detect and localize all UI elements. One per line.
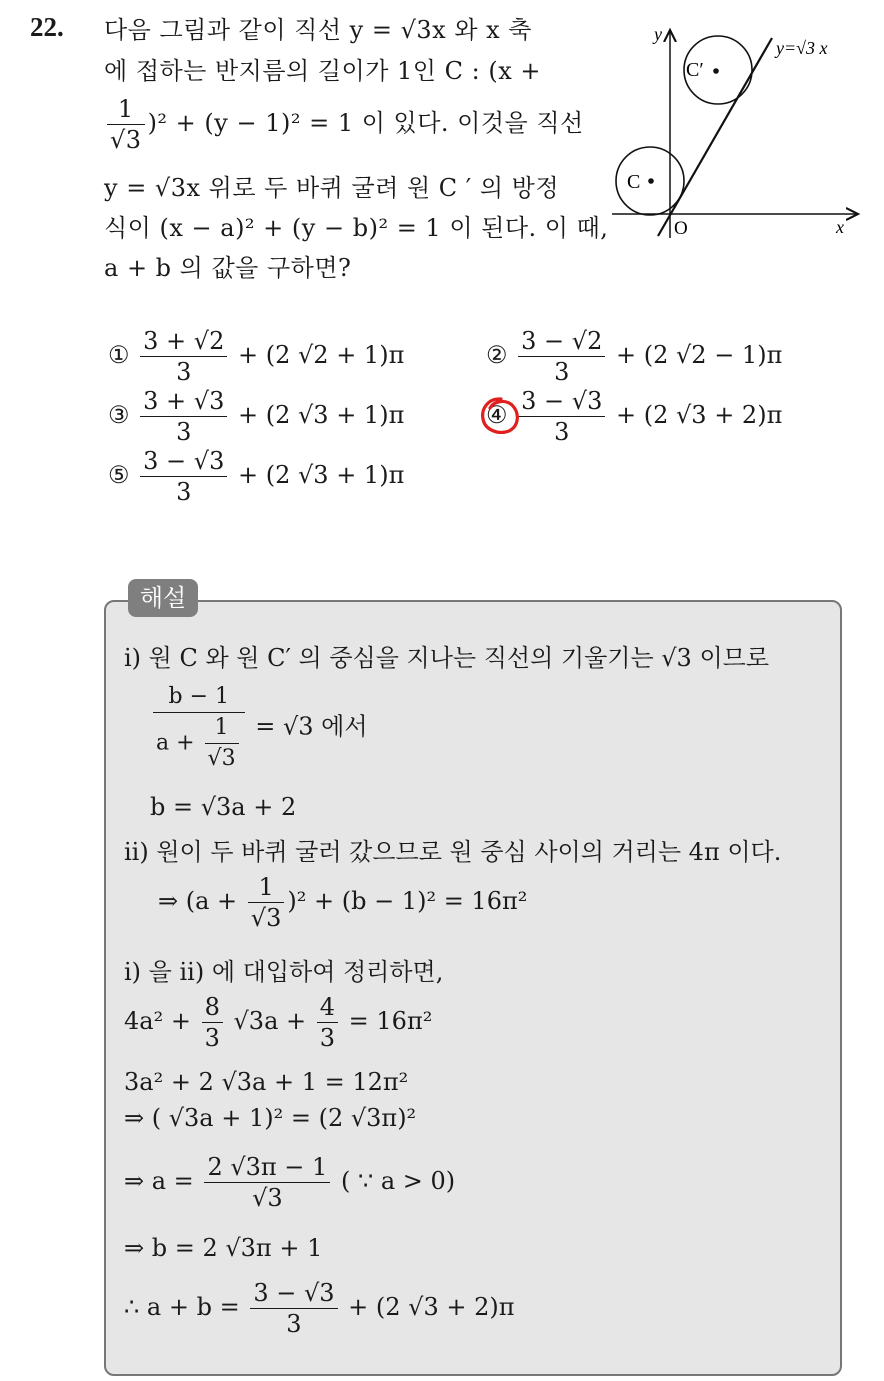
solution-line-12	[124, 1278, 515, 1339]
fraction-numerator: 1	[117, 95, 134, 123]
line-label: y=√3 x	[776, 38, 828, 58]
fraction-denominator: √3	[248, 902, 285, 933]
fraction-denominator: 3	[317, 1022, 338, 1053]
solution-line-5-prefix: ⇒ (a +	[158, 887, 238, 915]
fraction-denominator: 3	[140, 356, 227, 387]
solution-line-2-text: = √3 에서	[255, 712, 368, 741]
circle-c-label: C	[627, 171, 641, 193]
fraction	[140, 326, 227, 387]
solution-line-5	[158, 872, 527, 933]
solution-tag: 해설	[128, 579, 198, 617]
solution-line-10	[124, 1152, 455, 1213]
choice-3[interactable]	[108, 386, 404, 447]
fraction	[250, 1278, 337, 1339]
solution-line-6: i) 을 ii) 에 대입하여 정리하면,	[124, 958, 444, 986]
denominator-text: a +	[156, 730, 195, 756]
fraction-numerator: 3 + √3	[143, 387, 225, 415]
solution-line-11: ⇒ b = 2 √3π + 1	[124, 1234, 323, 1262]
problem-line-1: 다음 그림과 같이 직선 y = √3x 와 x 축	[104, 16, 532, 44]
fraction-numerator: 1	[258, 873, 274, 901]
fraction-denominator: 3	[518, 416, 605, 447]
choice-number: ③	[108, 401, 130, 429]
circle-c-prime-center	[713, 68, 719, 74]
fraction-denominator	[153, 712, 245, 774]
fraction-denominator: 3	[140, 476, 227, 507]
choice-text: + (2 √3 + 1)π	[238, 461, 405, 489]
fraction-denominator: 3	[202, 1022, 223, 1053]
choice-text: + (2 √3 + 1)π	[238, 401, 405, 429]
fraction-numerator: 3 − √3	[521, 387, 603, 415]
solution-line-7	[124, 992, 432, 1053]
fraction-denominator: 3	[518, 356, 605, 387]
fraction-numerator: 3 − √3	[143, 447, 225, 475]
fraction	[248, 872, 285, 933]
solution-line-12-text: + (2 √3 + 2)π	[348, 1293, 515, 1321]
solution-line-10-prefix: ⇒ a =	[124, 1167, 194, 1195]
choice-text: + (2 √2 − 1)π	[616, 341, 783, 369]
x-axis-label: x	[836, 217, 844, 237]
fraction-denominator: 3	[140, 416, 227, 447]
solution-line-10-text: ( ∵ a > 0)	[340, 1167, 456, 1195]
solution-line-9: ⇒ ( √3a + 1)² = (2 √3π)²	[124, 1104, 417, 1132]
choice-4[interactable]	[486, 386, 782, 447]
fraction-denominator: √3	[205, 743, 239, 774]
problem-line-3	[104, 94, 584, 155]
solution-line-5-text: )² + (b − 1)² = 16π²	[287, 887, 528, 915]
solution-line-7-prefix: 4a² +	[124, 1007, 191, 1035]
problem-line-3-text: )² + (y − 1)² = 1 이 있다. 이것을 직선	[147, 109, 584, 137]
solution-line-3: b = √3a + 2	[150, 793, 297, 821]
problem-line-4: y = √3x 위로 두 바퀴 굴려 원 C ′ 의 방정	[104, 174, 560, 202]
problem-line-2: 에 접하는 반지름의 길이가 1인 C : (x +	[104, 57, 541, 85]
choice-text: + (2 √3 + 2)π	[616, 401, 783, 429]
choice-number: ④	[486, 401, 508, 429]
fraction	[140, 446, 227, 507]
fraction-denominator: √3	[204, 1182, 330, 1213]
origin-label: O	[674, 218, 688, 239]
solution-line-4: ii) 원이 두 바퀴 굴러 갔으므로 원 중심 사이의 거리는 4π 이다.	[124, 838, 782, 866]
nested-fraction	[205, 713, 239, 774]
answer-mark-circle	[478, 393, 524, 439]
fraction	[140, 386, 227, 447]
solution-line-1: i) 원 C 와 원 C′ 의 중심을 지나는 직선의 기울기는 √3 이므로	[124, 644, 770, 672]
fraction	[204, 1152, 330, 1213]
circle-c-center	[648, 178, 654, 184]
fraction	[518, 386, 605, 447]
fraction-numerator: 2 √3π − 1	[207, 1153, 328, 1181]
choice-5[interactable]	[108, 446, 404, 507]
solution-line-2	[150, 682, 368, 774]
solution-line-7-mid: √3a +	[233, 1007, 307, 1035]
fraction-denominator: √3	[107, 124, 145, 155]
fraction-numerator: 3 − √3	[253, 1279, 335, 1307]
geometry-figure	[610, 20, 870, 245]
solution-line-8: 3a² + 2 √3a + 1 = 12π²	[124, 1068, 409, 1096]
fraction-numerator: 3 + √2	[143, 327, 225, 355]
fraction	[107, 94, 145, 155]
fraction-numerator: b − 1	[168, 684, 230, 709]
solution-line-7-text: = 16π²	[348, 1007, 433, 1035]
fraction	[202, 992, 223, 1053]
problem-line-6: a + b 의 값을 구하면?	[104, 254, 352, 282]
fraction	[317, 992, 338, 1053]
choice-2[interactable]	[486, 326, 782, 387]
choice-number: ①	[108, 341, 130, 369]
fraction-numerator: 3 − √2	[521, 327, 603, 355]
fraction-numerator: 8	[204, 993, 220, 1021]
fraction-numerator: 4	[319, 993, 336, 1021]
fraction	[153, 682, 245, 774]
solution-line-12-prefix: ∴ a + b =	[124, 1293, 240, 1321]
fraction	[518, 326, 605, 387]
choice-number: ②	[486, 341, 508, 369]
fraction-numerator: 1	[214, 715, 229, 740]
y-axis-label: y	[654, 24, 662, 44]
fraction-denominator: 3	[250, 1308, 337, 1339]
circle-c-prime-label: C′	[686, 59, 704, 81]
line-y-root3x	[658, 38, 772, 236]
choice-text: + (2 √2 + 1)π	[238, 341, 405, 369]
choice-number: ⑤	[108, 461, 130, 489]
choice-1[interactable]	[108, 326, 404, 387]
question-number: 22.	[30, 12, 64, 42]
problem-line-5: 식이 (x − a)² + (y − b)² = 1 이 된다. 이 때,	[104, 214, 609, 242]
